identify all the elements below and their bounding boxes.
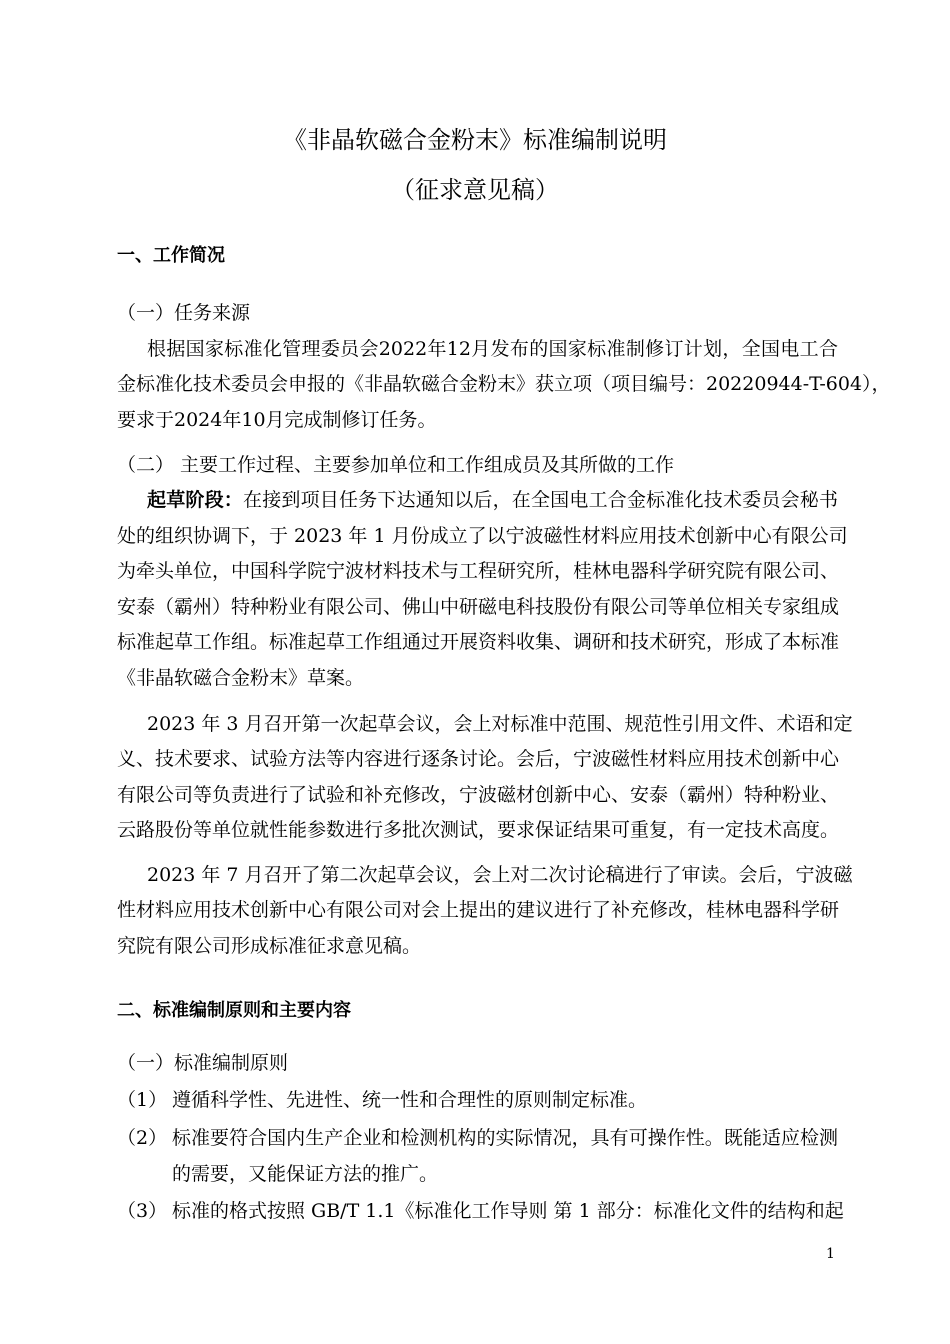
paragraph-line: 安泰（霸州）特种粉业有限公司、佛山中研磁电科技股份有限公司等单位相关专家组成	[117, 596, 840, 618]
list-number: （1）	[117, 1089, 168, 1111]
paragraph-line: 要求于2024年10月完成制修订任务。	[117, 409, 437, 431]
list-number: （2）	[117, 1127, 168, 1149]
paragraph-line: 性材料应用技术创新中心有限公司对会上提出的建议进行了补充修改，桂林电器科学研	[117, 899, 840, 921]
paragraph-line	[147, 488, 838, 512]
list-item-line: 标准要符合国内生产企业和检测机构的实际情况，具有可操作性。既能适应检测	[172, 1127, 838, 1149]
paragraph-line: 处的组织协调下，于 2023 年 1 月份成立了以宁波磁性材料应用技术创新中心有限公司	[117, 525, 848, 547]
paragraph-line: 《非晶软磁合金粉末》草案。	[117, 667, 365, 689]
list-number: （3）	[117, 1200, 168, 1222]
paragraph-line: 有限公司等负责进行了试验和补充修改，宁波磁材创新中心、安泰（霸州）特种粉业、	[117, 784, 840, 806]
subsection-heading: （二） 主要工作过程、主要参加单位和工作组成员及其所做的工作	[117, 454, 675, 476]
section-heading: 一、工作简况	[117, 245, 225, 266]
subsection-heading: （一）任务来源	[117, 302, 251, 324]
list-item-line: 标准的格式按照 GB/T 1.1《标准化工作导则 第 1 部分：标准化文件的结构和起	[172, 1200, 844, 1222]
list-item-line: 的需要，又能保证方法的推广。	[172, 1163, 439, 1185]
page-number: 1	[826, 1246, 835, 1262]
section-heading: 二、标准编制原则和主要内容	[117, 1000, 351, 1021]
paragraph-line: 2023 年 3 月召开第一次起草会议，会上对标准中范围、规范性引用文件、术语和定	[147, 713, 853, 735]
document-subtitle: （征求意见稿）	[391, 176, 559, 204]
paragraph-line: 云路股份等单位就性能参数进行多批次测试，要求保证结果可重复，有一定技术高度。	[117, 819, 840, 841]
paragraph-line: 标准起草工作组。标准起草工作组通过开展资料收集、调研和技术研究，形成了本标准	[117, 631, 840, 653]
subsection-heading: （一）标准编制原则	[117, 1052, 289, 1074]
paragraph-line: 金标准化技术委员会申报的《非晶软磁合金粉末》获立项（项目编号：20220944-T-604），	[117, 373, 891, 395]
line-text: 在接到项目任务下达通知以后，在全国电工合金标准化技术委员会秘书	[243, 489, 838, 511]
paragraph-line: 究院有限公司形成标准征求意见稿。	[117, 935, 422, 957]
document-title: 《非晶软磁合金粉末》标准编制说明	[283, 126, 667, 154]
paragraph-line: 义、技术要求、试验方法等内容进行逐条讨论。会后，宁波磁性材料应用技术创新中心	[117, 748, 840, 770]
paragraph-line: 2023 年 7 月召开了第二次起草会议，会上对二次讨论稿进行了审读。会后，宁波磁	[147, 864, 853, 886]
paragraph-line: 为牵头单位，中国科学院宁波材料技术与工程研究所，桂林电器科学研究院有限公司、	[117, 560, 840, 582]
bold-lead: 起草阶段：	[147, 489, 243, 511]
paragraph-line: 根据国家标准化管理委员会2022年12月发布的国家标准制修订计划，全国电工合	[147, 338, 838, 360]
list-item-line: 遵循科学性、先进性、统一性和合理性的原则制定标准。	[172, 1089, 648, 1111]
